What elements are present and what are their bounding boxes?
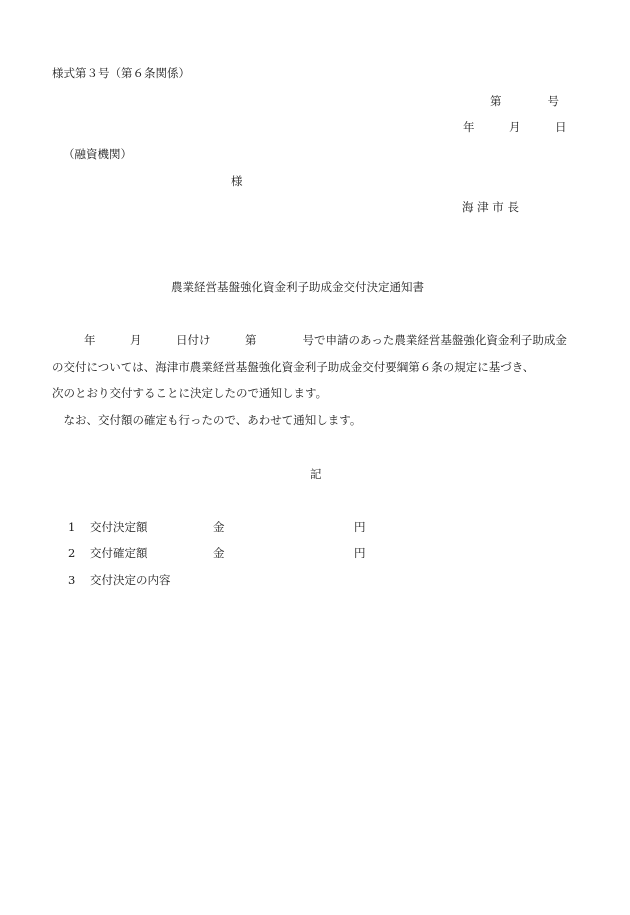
item-label: 交付決定額 [90, 520, 148, 534]
item-yen: 円 [354, 546, 366, 560]
recipient-organization: （融資機関） [63, 147, 132, 161]
document-date: 年 月 日 [463, 120, 567, 134]
item-number: 2 [68, 546, 76, 560]
ki-heading: 記 [310, 467, 322, 481]
item-yen: 円 [354, 520, 366, 534]
item-label: 交付決定の内容 [90, 573, 171, 587]
recipient-honorific: 様 [231, 174, 243, 188]
item-label: 交付確定額 [90, 546, 148, 560]
document-number: 第 号 [490, 94, 559, 108]
item-kin: 金 [213, 546, 225, 560]
item-number: 3 [68, 573, 76, 587]
item-kin: 金 [213, 520, 225, 534]
document-title: 農業経営基盤強化資金利子助成金交付決定通知書 [171, 280, 424, 294]
item-number: 1 [68, 520, 76, 534]
body-line: の交付については、海津市農業経営基盤強化資金利子助成金交付要綱第６条の規定に基づき、 [52, 360, 535, 374]
body-line: 年 月 日付け 第 号で申請のあった農業経営基盤強化資金利子助成金 [84, 333, 567, 347]
sender: 海 津 市 長 [462, 200, 519, 214]
form-label: 様式第３号（第６条関係） [52, 66, 190, 80]
body-line: 次のとおり交付することに決定したので通知します。 [52, 386, 328, 400]
body-line: なお、交付額の確定も行ったので、あわせて通知します。 [52, 413, 362, 427]
